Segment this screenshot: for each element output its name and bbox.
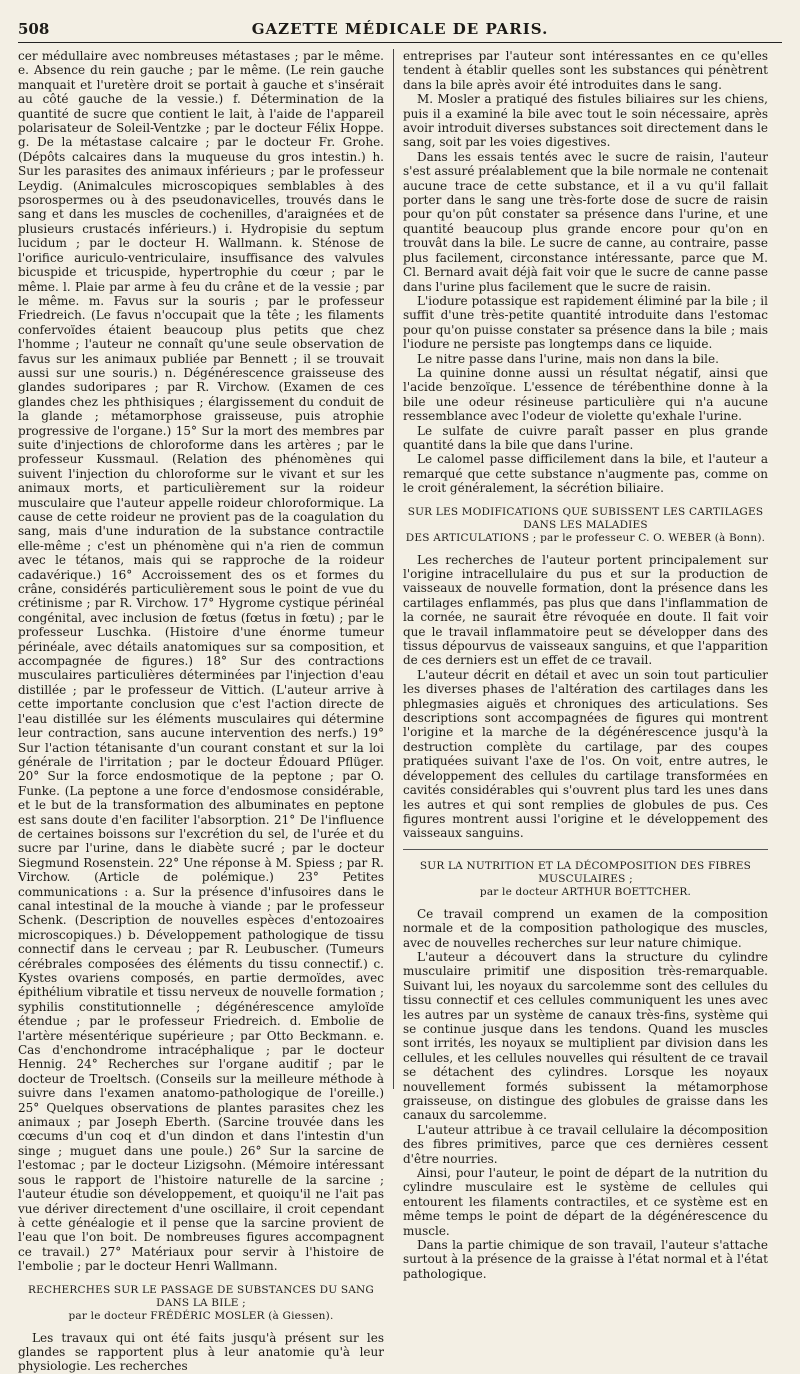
section-byline: DES ARTICULATIONS ; par le professeur C. O. WEBER (à Bonn). (405, 531, 766, 544)
paragraph: L'auteur a découvert dans la structure du cylindre musculaire primitif une disposition très-remarquable. Suivant lui, les noyaux du sarcolemme sont des cellules du tissu connectif et ces cellules communiquent les unes avec les autres par un système de canaux très-fins, système qui se continue jusque dans les tendons. Quand les muscles sont irrités, les noyaux se multiplient par division dans les cellules, et les cellules nouvelles qui résultent de ce travail se détachent des cylindres. Lorsque les noyaux nouvellement formés subissent la métamorphose graisseuse, on distingue des globules de graisse dans les canaux du sarcolemme. (403, 949, 768, 1123)
paragraph: Les recherches de l'auteur portent principalement sur l'origine intracellulaire du pus et sur la production de vaisseaux de nouvelle formation, dont la présence dans les cartilages enflammés, pas plus que dans l'inflammation de la cornée, ne saurait être révoquée en doute. Il fait voir que le travail inflammatoire peut se développer dans des tissus dépourvus de vaisseaux sanguins, et que l'apparition de ces derniers est un effet de ce travail. (403, 552, 768, 668)
section-title-line: SUR LES MODIFICATIONS QUE SUBISSENT LES CARTILAGES DANS LES MALADIES (407, 505, 764, 531)
page-number: 508 (18, 20, 50, 38)
paragraph: Le nitre passe dans l'urine, mais non dans la bile. (417, 351, 719, 366)
paragraph: cer médullaire avec nombreuses métastases ; par le même. e. Absence du rein gauche ; par le même. (Le rein gauche manquait et l'uretère droit se portait à gauche et s'insérait au côté gauche de la vessie.) f. Détermination de la quantité de sucre que contient le lait, à l'aide de l'appareil polarisateur de Soleil-Ventzke ; par le docteur Félix Hoppe. g. De la métastase calcaire ; par le docteur Fr. Grohe. (Dépôts calcaires dans la muqueuse du gros intestin.) h. Sur les parasites des animaux inférieurs ; par le professeur Leydig. (Animalcules microscopiques semblables à des psorospermes ou à des pseudonavicelles, trouvés dans le sang et dans les muscles de cochenilles, d'araignées et de plusieurs crustacés inférieurs.) i. Hydropisie du septum lucidum ; par le docteur H. Wallmann. k. Sténose de l'orifice auriculo-ventriculaire, insuffisance des valvules bicuspide et tricuspide, hypertrophie du cœur ; par le même. l. Plaie par arme à feu du crâne et de la vessie ; par le même. m. Favus sur la souris ; par le professeur Friedreich. (Le favus n'occupait que la tête ; les filaments confervoïdes étaient beaucoup plus petits que chez l'homme ; l'auteur ne connaît qu'une seule observation de favus sur les animaux publiée par Bennett ; il se trouvait aussi sur une souris.) n. Dégénérescence graisseuse des glandes sudoripares ; par R. Virchow. (Examen de ces glandes chez les phthisiques ; élargissement du conduit de la glande ; métamorphose graisseuse, puis atrophie progressive de l'organe.) 15° Sur la mort des membres par suite d'injections de chloroforme dans les artères ; par le professeur Kussmaul. (Relation des phénomènes qui suivent l'injection du chloroforme sur le vivant et sur les animaux morts, et particulièrement sur la roideur musculaire que l'auteur appelle roideur chloroformique. La cause de cette roideur ne provient pas de la coagulation du sang, mais d'une induration de la substance contractile elle-même ; c'est un phénomène qui n'a rien de commun avec le tétanos, mais qui se rapproche de la roideur cadavérique.) 16° Accroissement des os et formes du crâne, considérés particulièrement sous le point de vue du crétinisme ; par R. Virchow. 17° Hygrome cystique périnéal congénital, avec inclusion de fœtus (fœtus in fœtu) ; par le professeur Luschka. (Histoire d'une énorme tumeur périnéale, avec détails anatomiques sur sa composition, et accompagnée de figures.) 18° Sur des contractions musculaires particulières déterminées par l'injection d'eau distillée ; par le professeur de Vittich. (L'auteur arrive à cette importante conclusion que c'est l'action directe de l'eau distillée sur les éléments musculaires qui détermine leur contraction, sans aucune intervention des nerfs.) 19° Sur l'action tétanisante d'un courant constant et sur la loi générale de l'irritation ; par le docteur Édouard Pflüger. 20° Sur la force endosmotique de la peptone ; par O. Funke. (La peptone a une force d'endosmose considérable, et le but de la transformation des albuminates en peptone est sans doute d'en faciliter l'absorption. 21° De l'influence de certaines boissons sur l'excrétion du sel, de l'urée et du sucre par l'urine, dans le diabète sucré ; par le docteur Siegmund Rosenstein. 22° Une réponse à M. Spiess ; par R. Virchow. (Article de polémique.) 23° Petites communications : a. Sur la présence d'infusoires dans le canal intestinal de la mouche à viande ; par le professeur Schenk. (Description de nouvelles espèces d'entozoaires microscopiques.) b. Développement pathologique de tissu connectif dans le cerveau ; par R. Leubuscher. (Tumeurs cérébrales composées des éléments du tissu connectif.) c. Kystes ovariens composés, en partie dermoïdes, avec épithélium vibratile et tissu nerveux de nouvelle formation ; syphilis constitutionnelle ; dégénérescence amyloïde étendue ; par le professeur Friedreich. d. Embolie de l'artère mésentérique supérieure ; par Otto Beckmann. e. Cas d'enchondrome intracéphalique ; par le docteur Hennig. 24° Recherches sur l'organe auditif ; par le docteur de Troeltsch. (Conseils sur la meilleure méthode à suivre dans l'examen anatomo-pathologique de l'oreille.) 25° Quelques observations de plantes parasites chez les animaux ; par Joseph Eberth. (Sarcine trouvée dans les cœcums d'un coq et d'un dindon et dans l'intestin d'un singe ; muguet dans une poule.) 26° Sur la sarcine de l'estomac ; par le docteur Lizigsohn. (Mémoire intéressant sous le rapport de l'histoire naturelle de la sarcine ; l'auteur étudie son développement, et quoiqu'il ne l'ait pas vue dériver directement d'une oscillaire, il croit cependant à cette généalogie et il pense que la sarcine provient de l'eau que l'on boit. De nombreuses figures accompagnent ce travail.) 27° Matériaux pour servir à l'histoire de l'embolie ; par le docteur Henri Wallmann. (18, 49, 384, 1274)
page-header (18, 12, 782, 43)
paragraph: Le sulfate de cuivre paraît passer en plus grande quantité dans la bile que dans l'urine. (403, 423, 768, 452)
paragraph: Ce travail comprend un examen de la composition normale et de la composition pathologique des muscles, avec de nouvelles recherches sur leur nature chimique. (403, 906, 768, 950)
paragraph: L'auteur décrit en détail et avec un soin tout particulier les diverses phases de l'altération des cartilages dans les phlegmasies aiguës et chroniques des articulations. Ses descriptions sont accompagnées de figures qui montrent l'origine et la marche de la dégénérescence jusqu'à la destruction complète du cartilage, par des coupes pratiquées suivant l'axe de l'os. On voit, entre autres, le développement des cellules du cartilage transformées en cavités considérables qui s'ouvrent plus tard les unes dans les autres et qui sont remplies de globules de pus. Ces figures montrent aussi l'origine et le développement des vaisseaux sanguins. (403, 667, 768, 841)
section-byline: par le docteur ARTHUR BOETTCHER. (479, 885, 692, 898)
left-column (18, 49, 393, 1374)
paragraph: Dans la partie chimique de son travail, l'auteur s'attache surtout à la présence de la graisse à l'état normal et à l'état pathologique. (403, 1238, 768, 1281)
paragraph: L'auteur attribue à ce travail cellulaire la décomposition des fibres primitives, parce que ces dernières cessent d'être nourries. (403, 1122, 768, 1166)
paragraph: Ainsi, pour l'auteur, le point de départ de la nutrition du cylindre musculaire est le système de cellules qui entourent les filaments contractiles, et ce système est en même temps le point de départ de la dégénérescence du muscle. (403, 1166, 768, 1238)
section-title-mosler (18, 1284, 384, 1323)
paragraph: Les travaux qui ont été faits jusqu'à présent sur les glandes se rapportent plus à leur anatomie qu'à leur physiologie. Les recherches (18, 1330, 384, 1374)
paragraph: Dans les essais tentés avec le sucre de raisin, l'auteur s'est assuré préalablement que la bile normale ne contenait aucune trace de cette substance, et il a vu qu'il fallait porter dans le sang une très-forte dose de sucre de raisin pour qu'on pût constater sa présence dans l'urine, et une quantité beaucoup plus grande encore pour qu'on en trouvât dans la bile. Le sucre de canne, au contraire, passe plus facilement, circonstance intéressante, parce que M. Cl. Bernard avait déjà fait voir que le sucre de canne passe dans l'urine plus facilement que le sucre de raisin. (403, 149, 768, 294)
right-column (393, 49, 768, 1281)
paragraph: entreprises par l'auteur sont intéressantes en ce qu'elles tendent à établir quelles sont les substances qui pénètrent dans la bile après avoir été introduites dans le sang. (403, 49, 768, 92)
section-title-line: SUR LA NUTRITION ET LA DÉCOMPOSITION DES FIBRES MUSCULAIRES ; (419, 859, 752, 885)
two-column-body (18, 49, 782, 1374)
section-title-boettcher (403, 860, 768, 899)
paragraph: M. Mosler a pratiqué des fistules biliaires sur les chiens, puis il a examiné la bile avec tout le soin nécessaire, après avoir introduit diverses substances soit directement dans le sang, soit par les voies digestives. (403, 92, 768, 150)
section-divider (403, 849, 768, 850)
section-title-line: RECHERCHES SUR LE PASSAGE DE SUBSTANCES DU SANG DANS LA BILE ; (28, 1283, 374, 1309)
running-title: GAZETTE MÉDICALE DE PARIS. (251, 20, 549, 38)
paragraph: L'iodure potassique est rapidement éliminé par la bile ; il suffit d'une très-petite quantité introduite dans l'estomac pour qu'on puisse constater sa présence dans la bile ; mais l'iodure ne persiste pas longtemps dans ce liquide. (403, 293, 768, 352)
section-title-weber (403, 506, 768, 545)
section-byline: par le docteur FRÉDÉRIC MOSLER (à Giessen). (68, 1309, 334, 1322)
paragraph: La quinine donne aussi un résultat négatif, ainsi que l'acide benzoïque. L'essence de térébenthine donne à la bile une odeur résineuse particulière qui n'a aucune ressemblance avec l'odeur de violette qu'exhale l'urine. (403, 365, 768, 424)
paragraph: Le calomel passe difficilement dans la bile, et l'auteur a remarqué que cette substance n'augmente pas, comme on le croit généralement, la sécrétion biliaire. (403, 452, 768, 496)
